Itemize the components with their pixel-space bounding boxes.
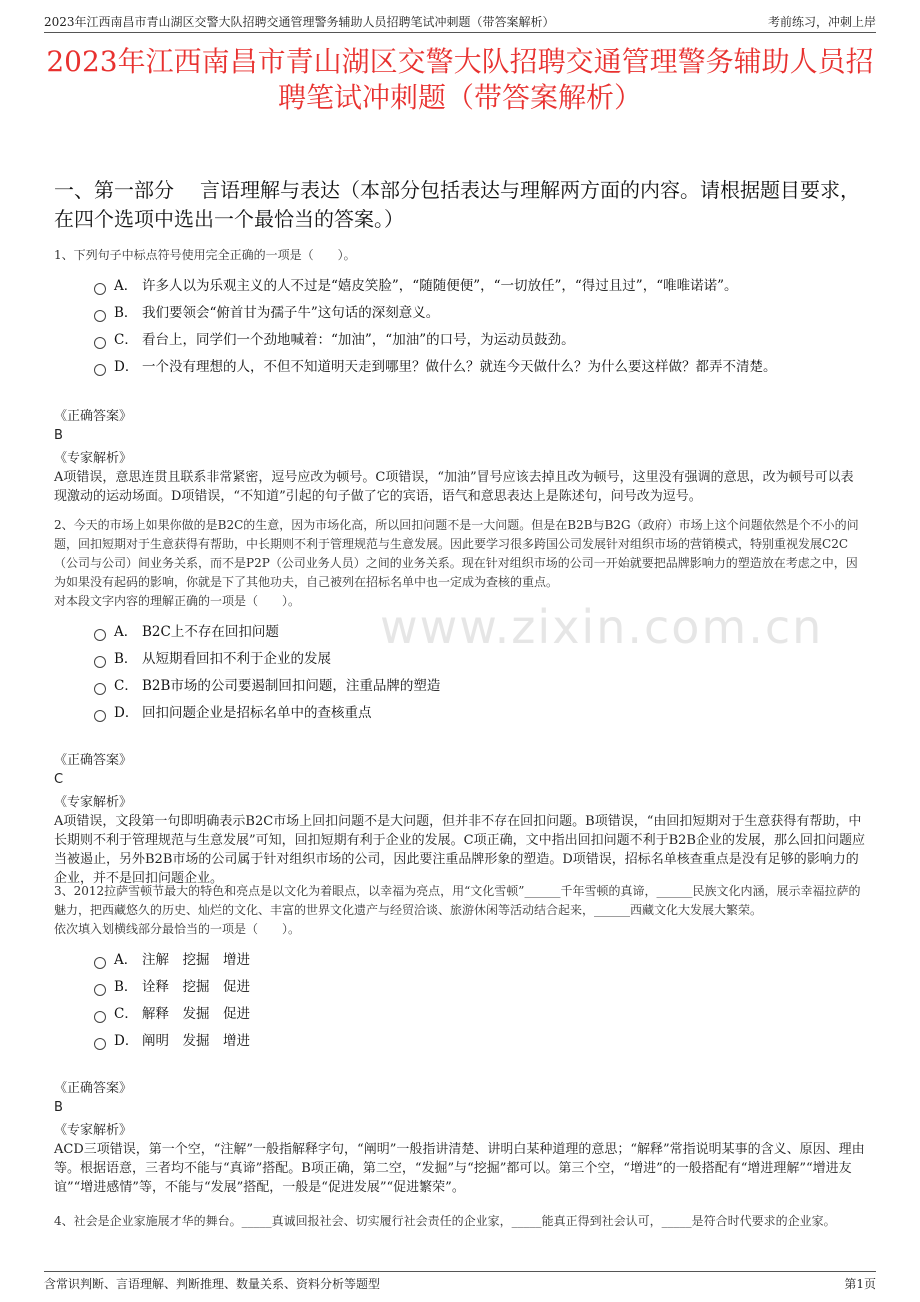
- option-d[interactable]: D． 一个没有理想的人，不但不知道明天走到哪里？做什么？就连今天做什么？为什么要这样做？都弄不清楚。: [94, 354, 866, 381]
- radio-icon[interactable]: [94, 710, 106, 722]
- option-c[interactable]: C． B2B市场的公司要遏制回扣问题，注重品牌的塑造: [94, 673, 866, 700]
- section-part: 一、第一部分: [54, 178, 174, 202]
- radio-icon[interactable]: [94, 683, 106, 695]
- answer-label: 《正确答案》: [54, 753, 133, 768]
- radio-icon[interactable]: [94, 364, 106, 376]
- radio-icon[interactable]: [94, 1038, 106, 1050]
- page-footer: [44, 1271, 876, 1292]
- answer-block: [54, 1079, 866, 1197]
- radio-icon[interactable]: [94, 957, 106, 969]
- answer-value: B: [54, 1100, 63, 1115]
- document-title: 2023年江西南昌市青山湖区交警大队招聘交通管理警务辅助人员招聘笔试冲刺题（带答案解析）: [46, 45, 874, 114]
- footer-note: 含常识判断、言语理解、判断推理、数量关系、资料分析等题型: [44, 1277, 381, 1291]
- question-stem: 3、2012拉萨雪顿节最大的特色和亮点是以文化为着眼点，以幸福为亮点，用“文化雪顿”______千年雪顿的真谛，______民族文化内涵，展示幸福拉萨的魅力，把西藏悠久的历史、灿烂的文化、丰富的世界文化遗产与经贸洽谈、旅游休闲等活动结合起来，______西藏文化大发展大繁荣。: [54, 884, 861, 917]
- answer-label: 《正确答案》: [54, 1081, 133, 1096]
- analysis-text: ACD三项错误，第一个空，“注解”一般指解释字句，“阐明”一般指讲清楚、讲明白某种道理的意思；“解释”常指说明某事的含义、原因、理由等。根据语意，三者均不能与“真谛”搭配。B项正确，第二空，“发掘”与“挖掘”都可以。第三个空，“增进”的一般搭配有“增进理解”“增进友谊”“增进感情”等，不能与“发展”搭配，一般是“促进发展”“促进繁荣”。: [54, 1142, 865, 1195]
- question-1: [54, 246, 866, 506]
- option-b[interactable]: B． 我们要领会“俯首甘为孺子牛”这句话的深刻意义。: [94, 300, 866, 327]
- watermark: www.zixin.com.cn: [380, 600, 824, 654]
- option-c[interactable]: C． 看台上，同学们一个劲地喊着：“加油”，“加油”的口号，为运动员鼓劲。: [94, 327, 866, 354]
- question-stem: 4、社会是企业家施展才华的舞台。_____真诚回报社会、切实履行社会责任的企业家，_____能真正得到社会认可，_____是符合时代要求的企业家。: [54, 1214, 836, 1228]
- option-b[interactable]: B． 从短期看回扣不利于企业的发展: [94, 646, 866, 673]
- answer-block: [54, 407, 866, 506]
- option-d[interactable]: D． 回扣问题企业是招标名单中的查核重点: [94, 700, 866, 727]
- answer-label: 《正确答案》: [54, 409, 133, 424]
- radio-icon[interactable]: [94, 984, 106, 996]
- analysis-label: 《专家解析》: [54, 1123, 133, 1138]
- question-prompt: 依次填入划横线部分最恰当的一项是（ ）。: [54, 922, 301, 936]
- radio-icon[interactable]: [94, 283, 106, 295]
- analysis-text: A项错误，文段第一句即明确表示B2C市场上回扣问题不是大问题，但并非不存在回扣问题。B项错误，“由回扣短期对于生意获得有帮助，中长期则不利于管理规范与生意发展”可知，回扣短期有利于企业的发展。C项正确，文中指出回扣问题不利于B2B企业的发展，那么回扣问题应当被遏止，另外B2B市场的公司属于针对组织市场的公司，因此要注重品牌形象的塑造。D项错误，招标名单核查重点是没有足够的影响力的企业，并不是回扣问题企业。: [54, 814, 865, 886]
- question-prompt: 对本段文字内容的理解正确的一项是（ ）。: [54, 594, 301, 608]
- option-list: [94, 619, 866, 727]
- answer-value: B: [54, 428, 63, 443]
- option-b[interactable]: B． 诠释 挖掘 促进: [94, 974, 866, 1001]
- analysis-label: 《专家解析》: [54, 451, 133, 466]
- option-a[interactable]: A． 注解 挖掘 增进: [94, 947, 866, 974]
- option-list: [94, 273, 866, 381]
- radio-icon[interactable]: [94, 629, 106, 641]
- option-a[interactable]: A． 许多人以为乐观主义的人不过是“嬉皮笑脸”，“随随便便”，“一切放任”，“得过且过”，“唯唯诺诺”。: [94, 273, 866, 300]
- option-d[interactable]: D． 阐明 发掘 增进: [94, 1028, 866, 1055]
- page-number: 第1页: [844, 1277, 876, 1291]
- answer-value: C: [54, 772, 64, 787]
- question-stem: 1、下列句子中标点符号使用完全正确的一项是（ ）。: [54, 248, 356, 262]
- radio-icon[interactable]: [94, 1011, 106, 1023]
- page-header: [44, 8, 876, 33]
- question-2: [54, 516, 866, 888]
- header-slogan: 考前练习，冲刺上岸: [767, 15, 876, 29]
- question-4: [54, 1212, 866, 1231]
- analysis-text: A项错误，意思连贯且联系非常紧密，逗号应改为顿号。C项错误，“加油”冒号应该去掉且改为顿号，这里没有强调的意思，改为顿号可以表现激动的运动场面。D项错误，“不知道”引起的句子做了它的宾语，语气和意思表达上是陈述句，问号改为逗号。: [54, 470, 854, 504]
- question-stem: 2、今天的市场上如果你做的是B2C的生意，因为市场化高，所以回扣问题不是一大问题。但是在B2B与B2G（政府）市场上这个问题依然是个不小的问题，回扣短期对于生意获得有帮助，中长期则不利于管理规范与生意发展。因此要学习很多跨国公司发展针对组织市场的营销模式，特别重视发展C2C（公司与公司）间业务关系，而不是P2P（公司业务人员）之间的业务关系。现在针对组织市场的公司一开始就要把品牌影响力的塑造放在考虑之中，因为如果没有起码的影响，你就是下了其他功夫，自己被列在招标名单中也一定成为查核的重点。: [54, 518, 859, 589]
- section-heading: [54, 176, 866, 234]
- question-3: [54, 882, 866, 1197]
- option-c[interactable]: C． 解释 发掘 促进: [94, 1001, 866, 1028]
- analysis-label: 《专家解析》: [54, 795, 133, 810]
- radio-icon[interactable]: [94, 337, 106, 349]
- header-doc-name: 2023年江西南昌市青山湖区交警大队招聘交通管理警务辅助人员招聘笔试冲刺题（带答案解析）: [44, 15, 555, 29]
- answer-block: [54, 751, 866, 888]
- option-a[interactable]: A． B2C上不存在回扣问题: [94, 619, 866, 646]
- option-list: [94, 947, 866, 1055]
- radio-icon[interactable]: [94, 310, 106, 322]
- radio-icon[interactable]: [94, 656, 106, 668]
- section-description: 言语理解与表达（本部分包括表达与理解两方面的内容。请根据题目要求，在四个选项中选出一个最恰当的答案。）: [54, 178, 860, 231]
